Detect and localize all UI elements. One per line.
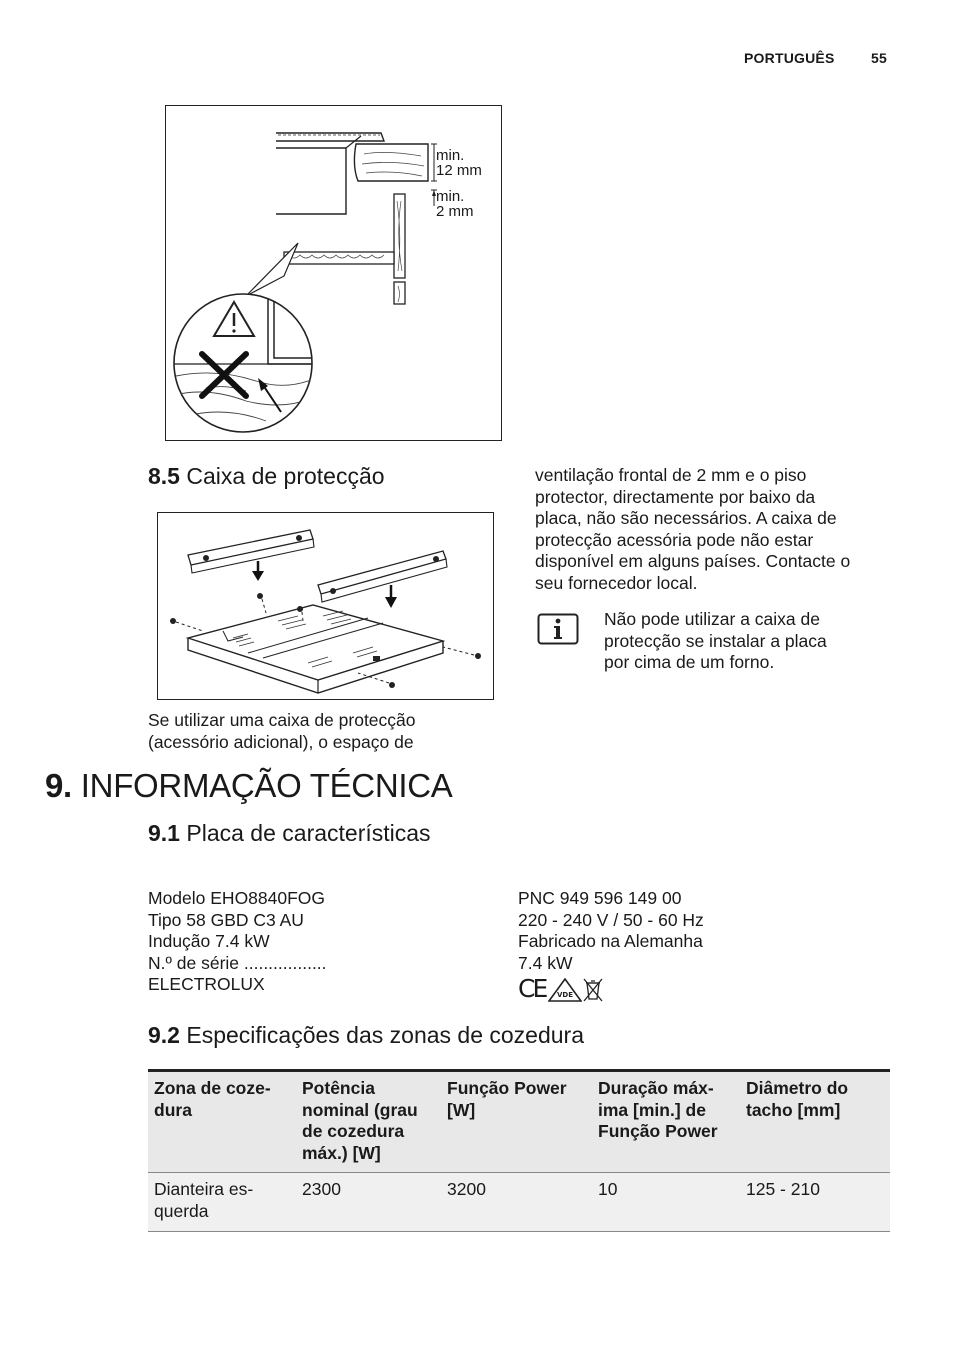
clearance-label-2mm-line2: 2 mm <box>436 203 474 220</box>
text-line: seu fornecedor local. <box>535 572 698 593</box>
section-8-5-title: Caixa de protecção <box>186 463 385 489</box>
table-header-cell: Diâmetro do tacho [mm] <box>740 1071 890 1173</box>
clearance-label-2mm <box>436 189 474 219</box>
ce-mark-icon: CE <box>518 974 546 1003</box>
clearance-label-2mm-line1: min. <box>436 188 465 205</box>
table-header-row <box>148 1071 890 1173</box>
text-line: ventilação frontal de 2 mm e o piso <box>535 465 807 485</box>
weee-bin-icon <box>582 977 604 1003</box>
text-line: Se utilizar uma caixa de protecção <box>148 710 416 730</box>
text-line: protecção acessória pode não estar <box>535 529 814 550</box>
table-header-cell: Potência nominal (grau de cozedura máx.) [W] <box>296 1071 441 1173</box>
text-line: N.º de série ................. <box>148 952 327 973</box>
section-8-5-text-right <box>535 465 850 595</box>
header-language: PORTUGUÊS <box>744 50 835 66</box>
vde-triangle-icon <box>548 978 582 1002</box>
info-icon <box>537 613 579 650</box>
section-8-5-number: 8.5 <box>148 463 180 489</box>
table-header-cell: Função Power [W] <box>441 1071 592 1173</box>
protection-box-diagram <box>157 512 494 700</box>
text-line: Tipo 58 GBD C3 AU <box>148 909 304 930</box>
table-header-cell: Duração máx- ima [min.] de Função Power <box>592 1071 740 1173</box>
rating-plate-left <box>148 888 327 996</box>
chapter-9-number: 9. <box>45 767 72 804</box>
text-line: Fabricado na Alemanha <box>518 931 703 952</box>
text-line: protecção se instalar a placa <box>604 630 827 651</box>
section-9-2-title: Especificações das zonas de cozedura <box>186 1022 585 1048</box>
table-row <box>148 1173 890 1231</box>
text-line: disponível em alguns países. Contacte o <box>535 551 851 572</box>
section-9-2-number: 9.2 <box>148 1022 180 1048</box>
clearance-label-12mm-line1: min. <box>436 147 465 164</box>
certification-marks <box>518 976 608 1004</box>
text-line: Não pode utilizar a caixa de <box>604 609 820 629</box>
section-9-2-heading <box>148 1022 584 1049</box>
chapter-9-heading <box>45 767 452 805</box>
text-line: PNC 949 596 149 00 <box>518 888 682 908</box>
installation-diagram <box>165 105 502 441</box>
text-line: 220 - 240 V / 50 - 60 Hz <box>518 909 704 930</box>
page-number: 55 <box>871 50 887 66</box>
table-cell: 125 - 210 <box>740 1173 890 1231</box>
text-line: placa, não são necessários. A caixa de <box>535 508 837 529</box>
table-cell: 3200 <box>441 1173 592 1231</box>
clearance-label-12mm <box>436 148 482 178</box>
table-cell: 10 <box>592 1173 740 1231</box>
section-9-1-number: 9.1 <box>148 820 180 846</box>
protection-box-drawing <box>158 513 493 699</box>
text-line: 7.4 kW <box>518 952 573 973</box>
text-line: Indução 7.4 kW <box>148 931 270 952</box>
text-line: ELECTROLUX <box>148 974 265 995</box>
section-8-5-text-left <box>148 710 416 753</box>
text-line: por cima de um forno. <box>604 652 775 673</box>
section-9-1-title: Placa de características <box>186 820 431 846</box>
section-8-5-heading <box>148 463 385 490</box>
table-cell: Dianteira es- querda <box>148 1173 296 1231</box>
info-note <box>604 609 827 674</box>
text-line: (acessório adicional), o espaço de <box>148 731 414 752</box>
text-line: Modelo EHO8840FOG <box>148 888 326 908</box>
vde-mark-text: VDE <box>556 991 574 999</box>
cooking-zones-table <box>148 1069 890 1232</box>
section-9-1-heading <box>148 820 431 847</box>
chapter-9-title: INFORMAÇÃO TÉCNICA <box>80 767 453 804</box>
table-cell: 2300 <box>296 1173 441 1231</box>
clearance-label-12mm-line2: 12 mm <box>436 162 482 179</box>
rating-plate-right <box>518 888 704 974</box>
text-line: protector, directamente por baixo da <box>535 486 816 507</box>
table-header-cell: Zona de coze- dura <box>148 1071 296 1173</box>
